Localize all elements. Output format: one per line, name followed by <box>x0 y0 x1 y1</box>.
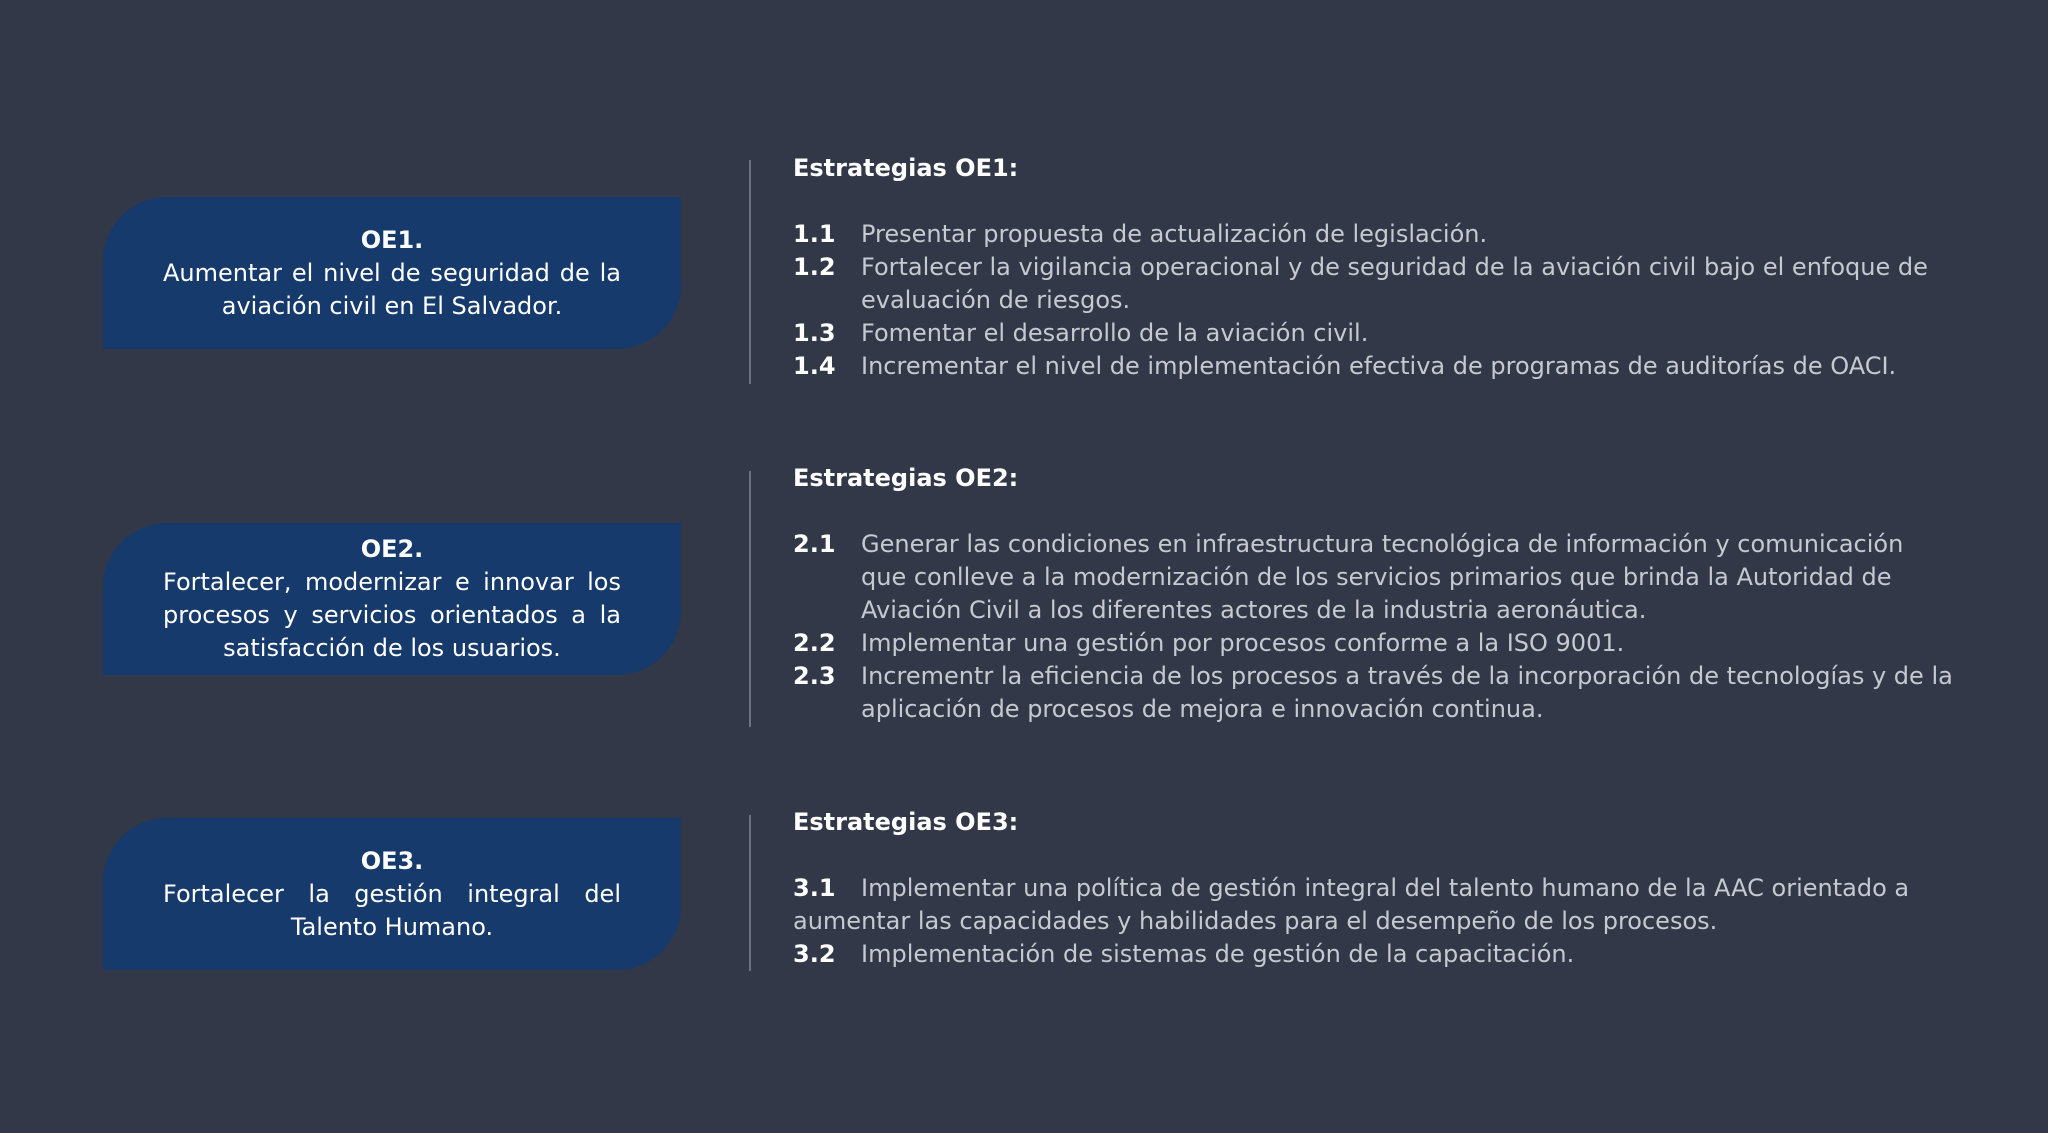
item-number: 2.2 <box>793 629 836 657</box>
item-number: 1.1 <box>793 220 836 248</box>
strategy-item-2-3 <box>793 660 1953 726</box>
item-number: 2.1 <box>793 530 836 558</box>
objective-description: Fortalecer, modernizar e innovar los procesos y servicios orientados a la satisfacción de los usuarios. <box>163 568 621 662</box>
item-text: Implementar una gestión por procesos conforme a la ISO 9001. <box>861 629 1625 657</box>
strategy-item-2-1 <box>793 528 1953 627</box>
strategies-oe2 <box>793 462 1953 726</box>
item-text: Implementación de sistemas de gestión de la capacitación. <box>861 940 1575 968</box>
strategies-heading: Estrategias OE1: <box>793 154 1019 182</box>
objective-text-oe1 <box>163 224 621 323</box>
strategies-heading: Estrategias OE2: <box>793 464 1019 492</box>
strategies-heading: Estrategias OE3: <box>793 808 1019 836</box>
item-text: Fomentar el desarrollo de la aviación civil. <box>861 319 1369 347</box>
strategy-item-1-1 <box>793 218 1953 251</box>
objective-box-oe2 <box>103 523 681 675</box>
strategy-item-1-3 <box>793 317 1953 350</box>
objective-description: Fortalecer la gestión integral del Talento Humano. <box>163 879 621 941</box>
strategies-oe1 <box>793 152 1953 383</box>
strategy-item-1-2 <box>793 251 1953 317</box>
item-number: 1.4 <box>793 352 836 380</box>
objective-box-oe3 <box>103 818 681 970</box>
strategy-item-3-2 <box>793 938 1953 971</box>
objective-text-oe2 <box>163 533 621 665</box>
objective-code: OE2. <box>360 535 424 563</box>
objective-code: OE1. <box>360 225 424 254</box>
item-number: 2.3 <box>793 662 836 690</box>
item-text: Generar las condiciones en infraestructura tecnológica de información y comunicación que conlleve a la modernización de los servicios primarios que brinda la Autoridad de Aviación Civil a los diferentes actores de la industria aeronáutica. <box>861 530 1904 624</box>
strategy-item-2-2 <box>793 627 1953 660</box>
objective-box-oe1 <box>103 197 681 349</box>
divider-oe3 <box>749 815 751 971</box>
divider-oe2 <box>749 471 751 727</box>
strategies-oe3 <box>793 806 1953 971</box>
item-text: Fortalecer la vigilancia operacional y de seguridad de la aviación civil bajo el enfoque de evaluación de riesgos. <box>861 253 1928 314</box>
item-number: 3.1 <box>793 874 836 902</box>
strategy-item-1-4 <box>793 350 1953 383</box>
item-number: 3.2 <box>793 940 836 968</box>
item-text: Incrementr la eficiencia de los procesos a través de la incorporación de tecnologías y de la aplicación de procesos de mejora e innovación continua. <box>861 662 1953 723</box>
item-number: 1.2 <box>793 253 836 281</box>
item-text: Incrementar el nivel de implementación efectiva de programas de auditorías de OACI. <box>861 352 1897 380</box>
strategy-item-3-1 <box>793 872 1953 938</box>
item-text: Implementar una política de gestión integral del talento humano de la AAC orientado a aumentar las capacidades y habilidades para el desempeño de los procesos. <box>793 874 1910 935</box>
objective-text-oe3 <box>163 845 621 944</box>
objective-code: OE3. <box>360 846 424 875</box>
objective-description: Aumentar el nivel de seguridad de la aviación civil en El Salvador. <box>163 258 621 320</box>
item-text: Presentar propuesta de actualización de legislación. <box>861 220 1488 248</box>
divider-oe1 <box>749 160 751 384</box>
item-number: 1.3 <box>793 319 836 347</box>
